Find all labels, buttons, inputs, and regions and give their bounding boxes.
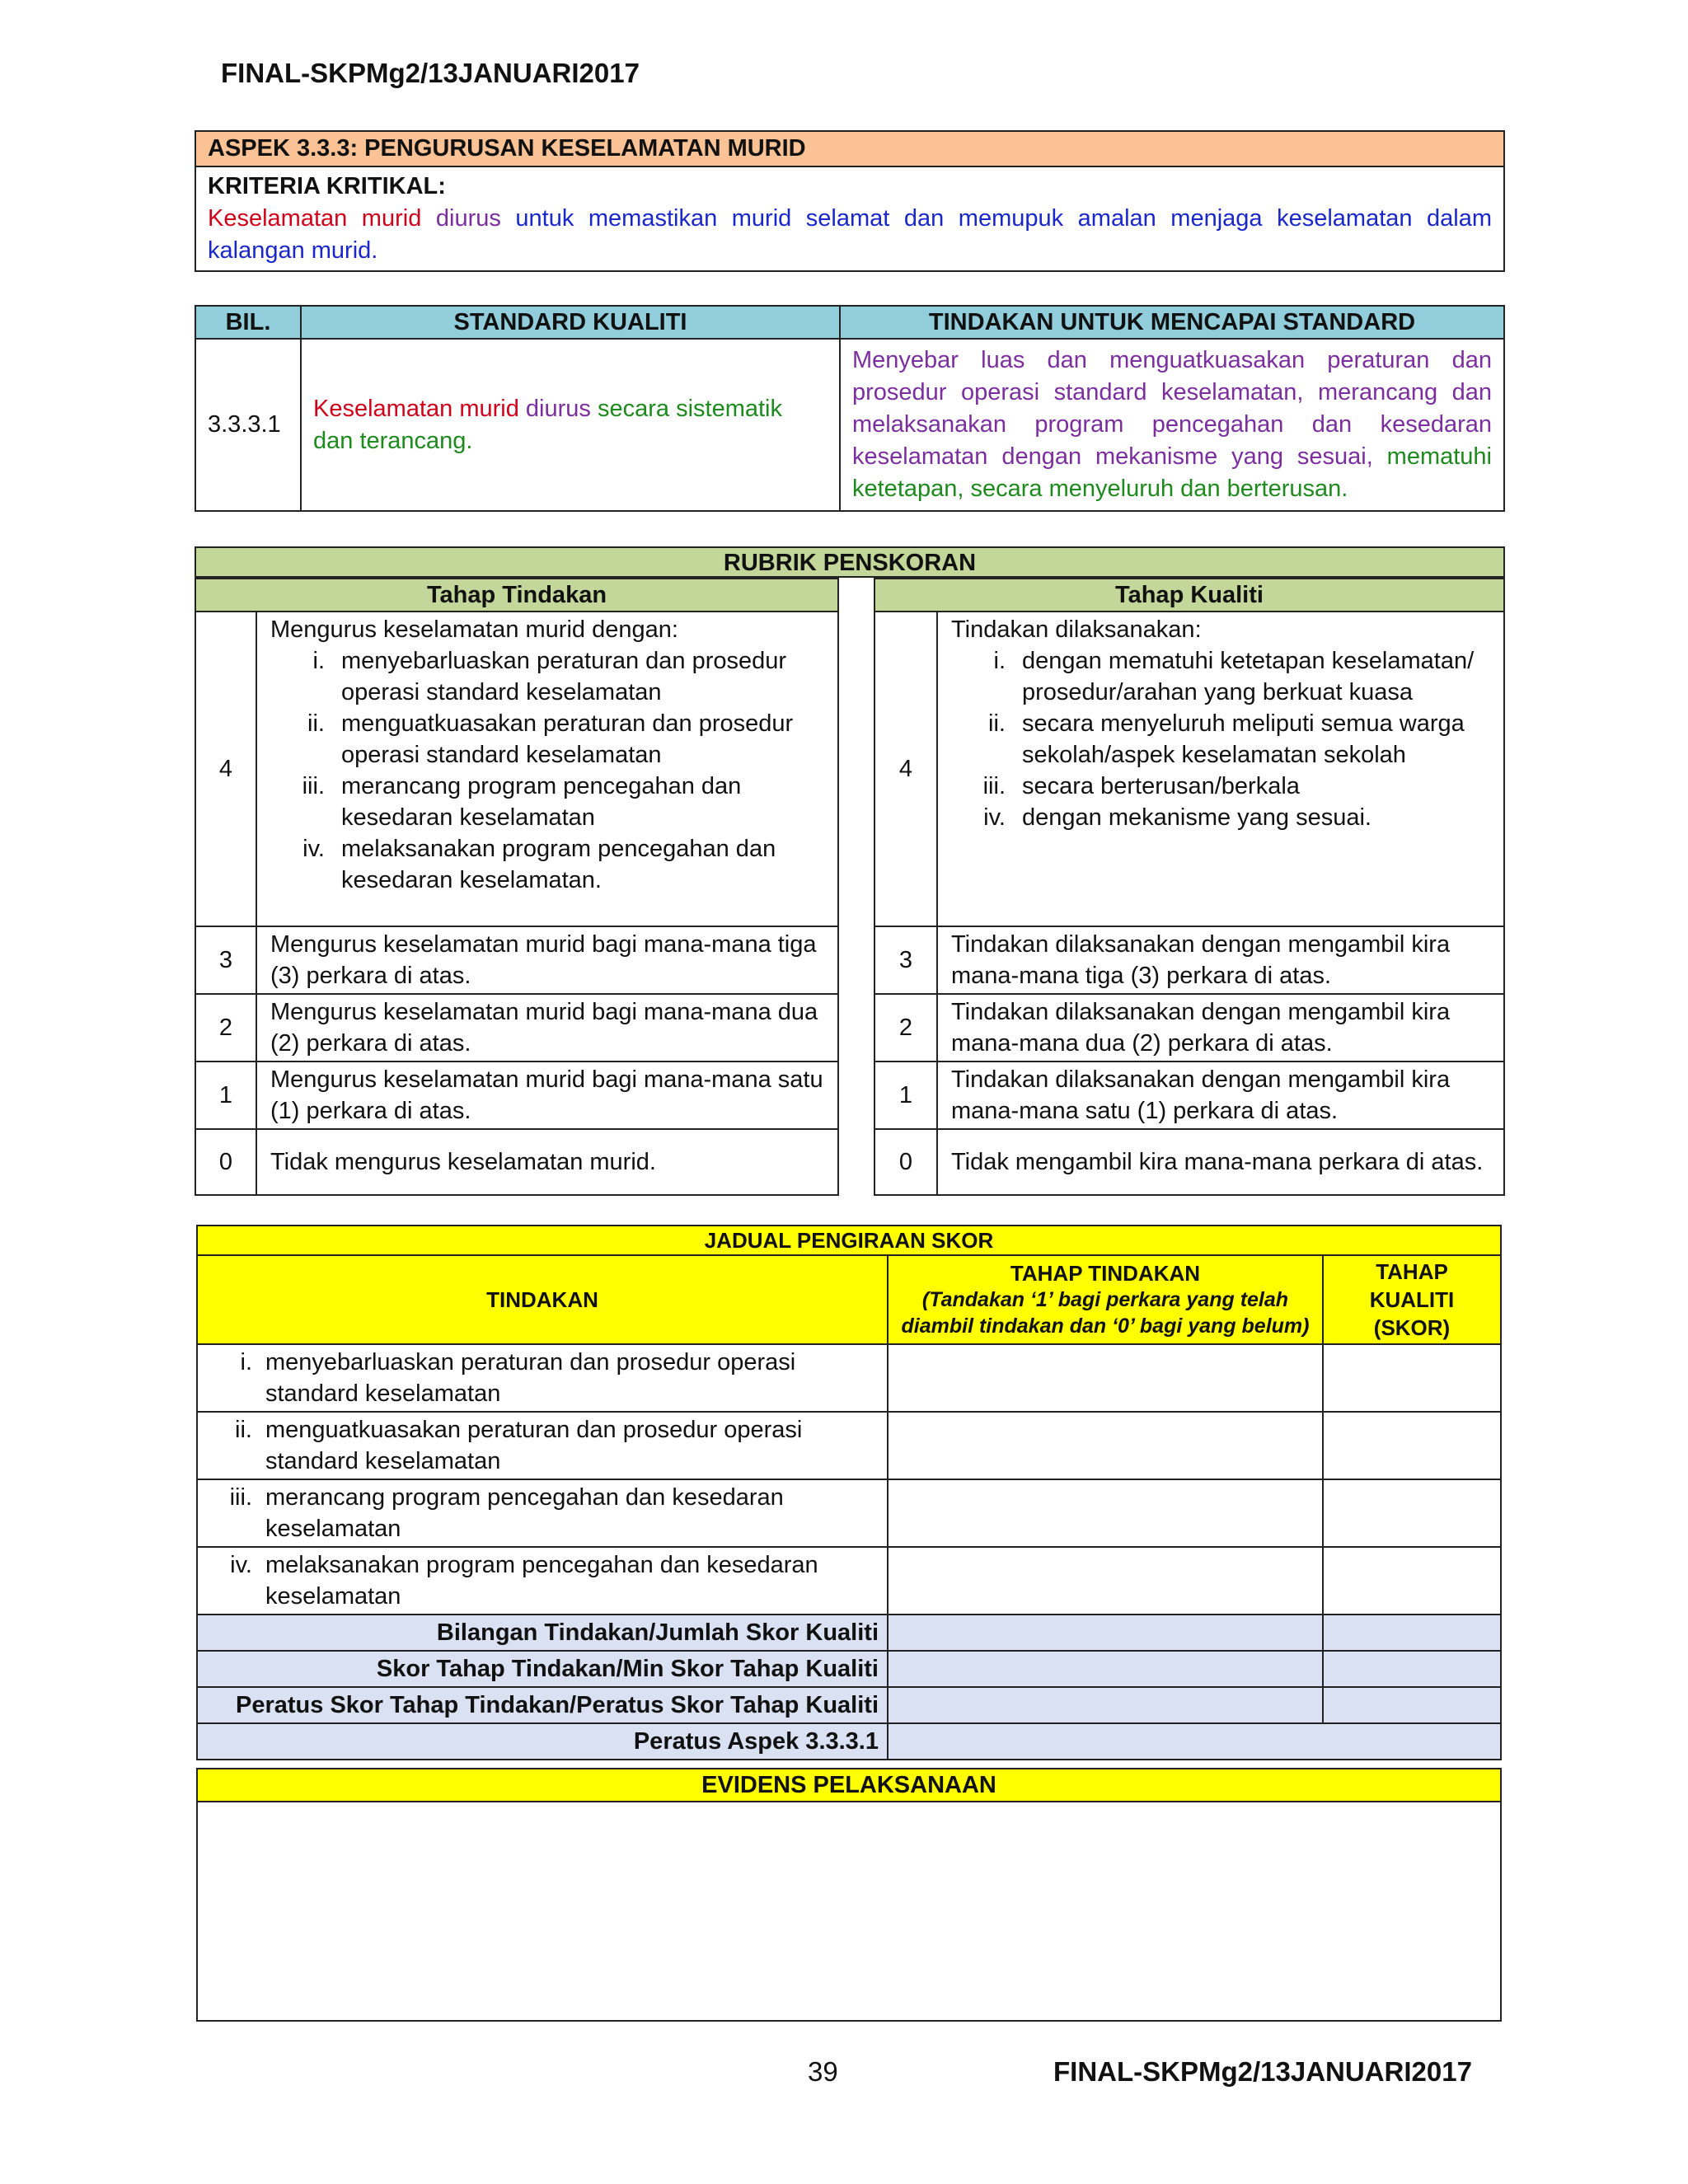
standard-bil: 3.3.3.1 <box>195 339 301 511</box>
table-row: i. menyebarluaskan peraturan dan prosedur operasi standard keselamatan <box>197 1344 888 1412</box>
list-item: i. dengan mematuhi ketetapan keselamatan/ prosedur/arahan yang berkuat kuasa <box>993 648 1475 705</box>
tindakan-level3: Mengurus keselamatan murid bagi mana-mana tiga (3) perkara di atas. <box>256 926 838 994</box>
summary-jumlah-kualiti[interactable] <box>1323 1615 1501 1651</box>
jadual-pengiraan-skor <box>196 1225 1502 1760</box>
kualiti-level3: Tindakan dilaksanakan dengan mengambil kira mana-mana tiga (3) perkara di atas. <box>937 926 1504 994</box>
kualiti-level4-intro: Tindakan dilaksanakan: <box>951 616 1202 643</box>
score-3: 3 <box>874 926 937 994</box>
tahap-kualiti-input-1[interactable] <box>1323 1344 1501 1412</box>
table-row: iv. melaksanakan program pencegahan dan kesedaran keselamatan <box>197 1547 888 1615</box>
kualiti-verb: diurus <box>525 395 591 422</box>
tindakan-manner: mematuhi ketetapan, secara menyeluruh dan berterusan. <box>852 443 1492 502</box>
tahap-kualiti-input-3[interactable] <box>1323 1479 1501 1547</box>
score-0: 0 <box>874 1129 937 1195</box>
page-number: 39 <box>808 2056 838 2087</box>
score-4: 4 <box>195 612 256 926</box>
evidens-content-area[interactable] <box>197 1802 1501 2021</box>
summary-min-kualiti[interactable] <box>1323 1651 1501 1687</box>
header-standard-kualiti: STANDARD KUALITI <box>301 306 840 339</box>
tahap-kualiti-input-4[interactable] <box>1323 1547 1501 1615</box>
kriteria-verb: diurus <box>435 205 501 232</box>
kualiti-level4 <box>937 612 1504 926</box>
kriteria-label: KRITERIA KRITIKAL: <box>208 173 446 199</box>
list-item: iv. dengan mekanisme yang sesuai. <box>983 804 1372 831</box>
rubrik-title: RUBRIK PENSKORAN <box>195 546 1505 578</box>
summary-peratus-kualiti[interactable] <box>1323 1687 1501 1723</box>
score-1: 1 <box>874 1062 937 1129</box>
tindakan-level4-intro: Mengurus keselamatan murid dengan: <box>270 616 678 643</box>
kualiti-level0: Tidak mengambil kira mana-mana perkara di atas. <box>937 1129 1504 1195</box>
summary-peratus-label: Peratus Skor Tahap Tindakan/Peratus Skor Tahap Kualiti <box>197 1687 888 1723</box>
peratus-aspek-value[interactable] <box>888 1723 1501 1760</box>
table-row: iii. merancang program pencegahan dan kesedaran keselamatan <box>197 1479 888 1547</box>
tindakan-level0: Tidak mengurus keselamatan murid. <box>256 1129 838 1195</box>
list-item: ii. secara menyeluruh meliputi semua warga sekolah/aspek keselamatan sekolah <box>988 710 1465 768</box>
aspek-title: ASPEK 3.3.3: PENGURUSAN KESELAMATAN MURID <box>195 131 1504 166</box>
list-item: ii. menguatkuasakan peraturan dan prosedur operasi standard keselamatan <box>307 710 794 768</box>
aspek-box <box>195 130 1505 272</box>
summary-skor-tindakan[interactable] <box>888 1651 1323 1687</box>
summary-bilangan-tindakan[interactable] <box>888 1615 1323 1651</box>
kualiti-level2: Tindakan dilaksanakan dengan mengambil kira mana-mana dua (2) perkara di atas. <box>937 994 1504 1062</box>
jadual-header-tahap-tindakan <box>888 1255 1323 1344</box>
list-item: iii. merancang program pencegahan dan kesedaran keselamatan <box>302 773 742 831</box>
summary-peratus-tindakan[interactable] <box>888 1687 1323 1723</box>
rubrik-tindakan-table <box>195 578 839 1196</box>
rubrik-kualiti-table <box>874 578 1505 1196</box>
tahap-tindakan-input-4[interactable] <box>888 1547 1323 1615</box>
document-header-code: FINAL-SKPMg2/13JANUARI2017 <box>221 58 640 88</box>
tindakan-level4-list <box>270 645 824 896</box>
list-item: iii. secara berterusan/berkala <box>982 773 1300 799</box>
standard-tindakan-text <box>840 339 1504 511</box>
score-2: 2 <box>195 994 256 1062</box>
tahap-tindakan-input-1[interactable] <box>888 1344 1323 1412</box>
score-0: 0 <box>195 1129 256 1195</box>
kualiti-level4-list <box>951 645 1490 833</box>
score-3: 3 <box>195 926 256 994</box>
score-2: 2 <box>874 994 937 1062</box>
summary-bilangan-label: Bilangan Tindakan/Jumlah Skor Kualiti <box>197 1615 888 1651</box>
jadual-header-tindakan: TINDAKAN <box>197 1255 888 1344</box>
kualiti-subject: Keselamatan murid <box>313 395 519 422</box>
tahap-tindakan-label: TAHAP TINDAKAN <box>1010 1261 1201 1286</box>
kualiti-level1: Tindakan dilaksanakan dengan mengambil kira mana-mana satu (1) perkara di atas. <box>937 1062 1504 1129</box>
standard-table <box>195 305 1505 512</box>
tahap-kualiti-header: Tahap Kualiti <box>874 579 1504 612</box>
peratus-aspek-label: Peratus Aspek 3.3.3.1 <box>197 1723 888 1760</box>
tahap-tindakan-input-3[interactable] <box>888 1479 1323 1547</box>
kriteria-subject: Keselamatan murid <box>208 205 422 232</box>
tahap-tindakan-input-2[interactable] <box>888 1412 1323 1479</box>
evidens-title: EVIDENS PELAKSANAAN <box>197 1769 1501 1802</box>
tahap-kualiti-input-2[interactable] <box>1323 1412 1501 1479</box>
tahap-tindakan-note: (Tandakan ‘1’ bagi perkara yang telah diambil tindakan dan ‘0’ bagi yang belum) <box>901 1288 1310 1338</box>
table-row: ii. menguatkuasakan peraturan dan prosedur operasi standard keselamatan <box>197 1412 888 1479</box>
tindakan-level2: Mengurus keselamatan murid bagi mana-mana dua (2) perkara di atas. <box>256 994 838 1062</box>
score-1: 1 <box>195 1062 256 1129</box>
kriteria-purpose: untuk memastikan murid selamat dan memupuk amalan menjaga keselamatan dalam kalangan murid. <box>208 205 1493 264</box>
kualiti-manner: secara sistematik dan terancang. <box>313 395 782 454</box>
evidens-box <box>196 1768 1502 2022</box>
score-4: 4 <box>874 612 937 926</box>
tindakan-level1: Mengurus keselamatan murid bagi mana-mana satu (1) perkara di atas. <box>256 1062 838 1129</box>
jadual-title: JADUAL PENGIRAAN SKOR <box>197 1226 1501 1255</box>
summary-skor-label: Skor Tahap Tindakan/Min Skor Tahap Kualiti <box>197 1651 888 1687</box>
tahap-tindakan-header: Tahap Tindakan <box>195 579 838 612</box>
tindakan-level4 <box>256 612 838 926</box>
list-item: iv. melaksanakan program pencegahan dan kesedaran keselamatan. <box>302 836 776 893</box>
header-tindakan-standard: TINDAKAN UNTUK MENCAPAI STANDARD <box>840 306 1504 339</box>
standard-kualiti-text <box>301 339 840 511</box>
jadual-header-tahap-kualiti: TAHAP KUALITI (SKOR) <box>1323 1255 1501 1344</box>
header-bil: BIL. <box>195 306 301 339</box>
list-item: i. menyebarluaskan peraturan dan prosedur operasi standard keselamatan <box>312 648 787 705</box>
footer-doc-code: FINAL-SKPMg2/13JANUARI2017 <box>1053 2056 1472 2087</box>
kriteria-text <box>208 203 1492 267</box>
tindakan-actions: Menyebar luas dan menguatkuasakan peraturan dan prosedur operasi standard keselamatan, merancang dan melaksanakan program pencegahan dan kesedaran keselamatan dengan mekanisme yang sesuai, <box>852 347 1492 470</box>
